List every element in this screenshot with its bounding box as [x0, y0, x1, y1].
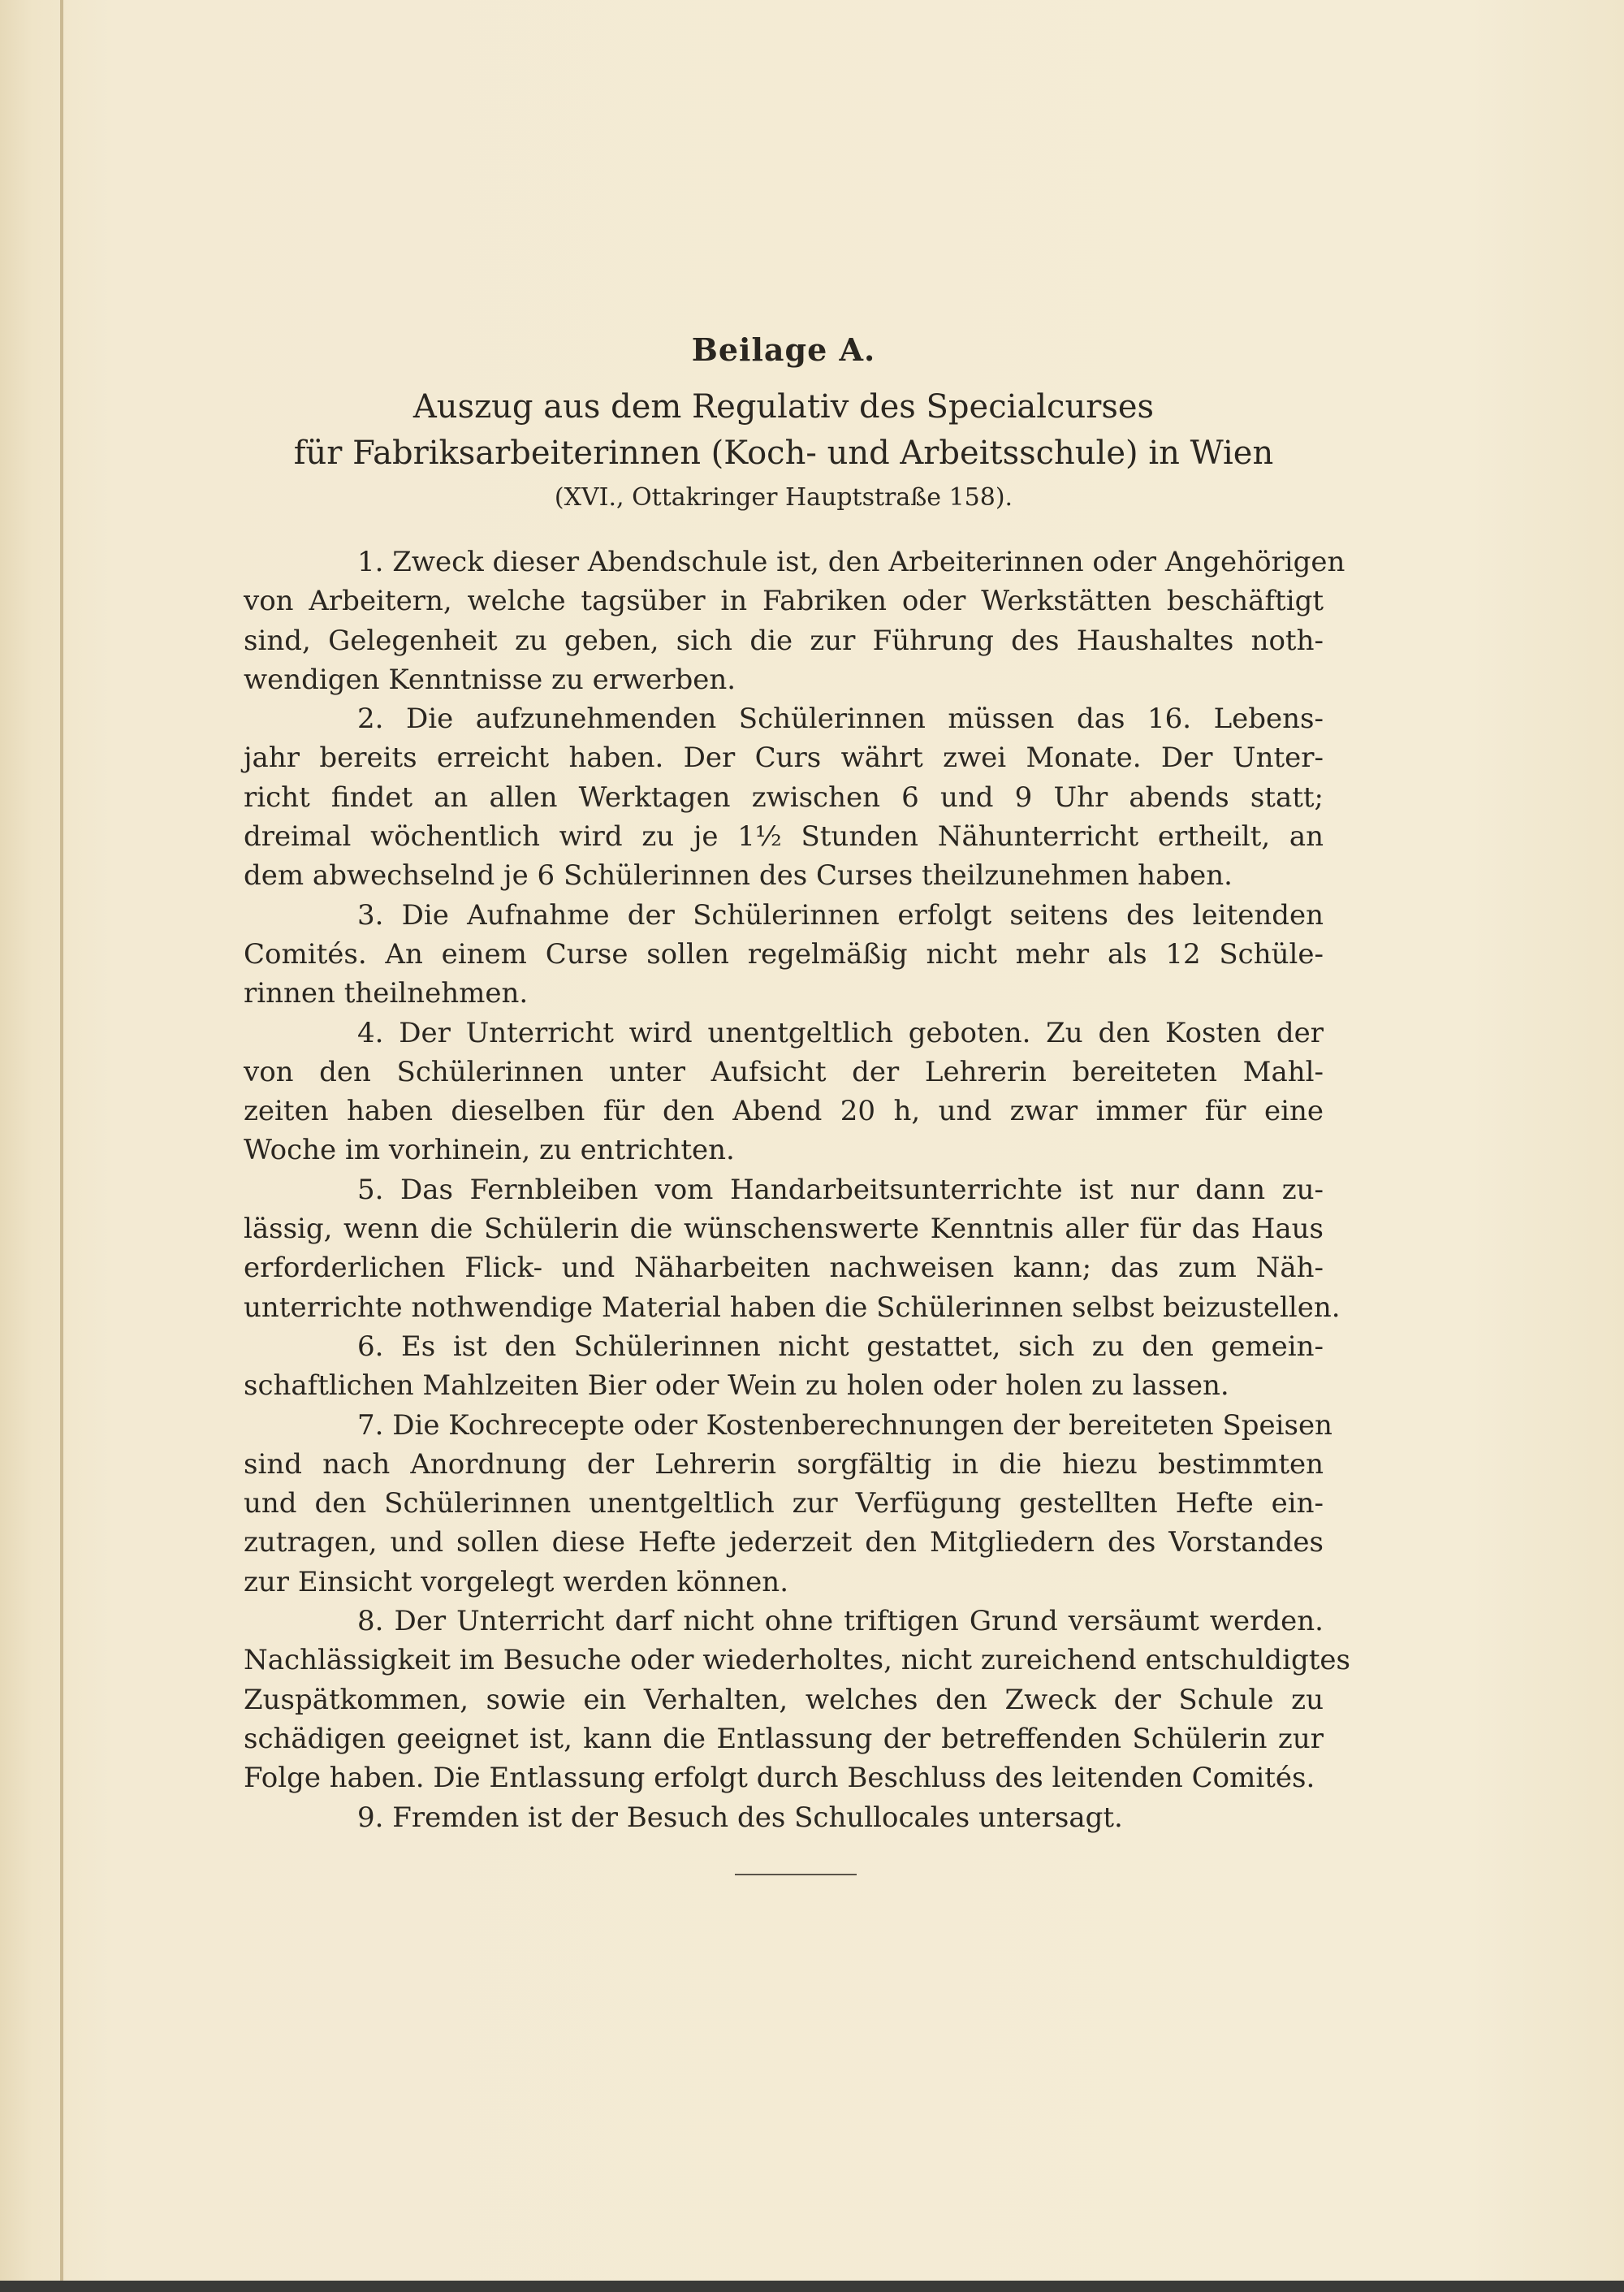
text-line: 3. Die Aufnahme der Schülerinnen erfolgt seitens des leitenden: [357, 898, 1324, 932]
text-line: und den Schülerinnen unentgeltlich zur Verfügung gestellten Hefte ein-: [244, 1487, 1324, 1520]
text-line: Comités. An einem Curse sollen regelmäßig nicht mehr als 12 Schüle-: [244, 937, 1324, 971]
text-line: schädigen geeignet ist, kann die Entlassung der betreffenden Schülerin zur: [244, 1722, 1324, 1755]
document-address: (XVI., Ottakringer Hauptstraße 158).: [554, 483, 1013, 512]
text-line: von den Schülerinnen unter Aufsicht der Lehrerin bereiteten Mahl-: [244, 1055, 1324, 1088]
text-line: von Arbeitern, welche tagsüber in Fabriken oder Werkstätten beschäftigt: [244, 585, 1324, 618]
text-line: Nachlässigkeit im Besuche oder wiederholtes, nicht zureichend entschuldigtes: [244, 1644, 1350, 1677]
text-line: 2. Die aufzunehmenden Schülerinnen müssen das 16. Lebens-: [357, 703, 1324, 736]
scan-bottom-edge: [0, 2281, 1624, 2292]
text-line: zeiten haben dieselben für den Abend 20 h, und zwar immer für eine: [244, 1095, 1324, 1128]
paragraph-8: [244, 1602, 1350, 1797]
text-line: jahr bereits erreicht haben. Der Curs währt zwei Monate. Der Unter-: [244, 742, 1324, 775]
text-line: 1. Zweck dieser Abendschule ist, den Arbeiterinnen oder Angehörigen: [357, 546, 1345, 578]
text-line: 8. Der Unterricht darf nicht ohne triftigen Grund versäumt werden.: [357, 1605, 1324, 1638]
text-line: 5. Das Fernbleiben vom Handarbeitsunterrichte ist nur dann zu-: [357, 1173, 1324, 1206]
text-line: schaftlichen Mahlzeiten Bier oder Wein zu holen oder holen zu lassen.: [244, 1369, 1229, 1403]
text-line: Folge haben. Die Entlassung erfolgt durch Beschluss des leitenden Comités.: [244, 1762, 1315, 1795]
text-line: rinnen theilnehmen.: [244, 977, 529, 1010]
document-subtitle: für Fabriksarbeiterinnen (Koch- und Arbeitsschule) in Wien: [293, 435, 1274, 472]
text-line: Woche im vorhinein, zu entrichten.: [244, 1134, 735, 1167]
paragraph-7: [244, 1406, 1332, 1602]
text-line: sind, Gelegenheit zu geben, sich die zur Führung des Haushaltes noth-: [244, 624, 1324, 657]
text-line: lässig, wenn die Schülerin die wünschenswerte Kenntnis aller für das Haus: [244, 1213, 1324, 1246]
text-line: dreimal wöchentlich wird zu je 1½ Stunden Nähunterricht ertheilt, an: [244, 820, 1324, 854]
text-line: 6. Es ist den Schülerinnen nicht gestattet, sich zu den gemein-: [357, 1330, 1324, 1363]
paragraph-4: [244, 1014, 1324, 1170]
text-line: zutragen, und sollen diese Hefte jederzeit den Mitgliedern des Vorstandes: [244, 1526, 1324, 1559]
text-line: 9. Fremden ist der Besuch des Schullocales untersagt.: [357, 1801, 1123, 1834]
appendix-label: Beilage A.: [691, 331, 876, 368]
paragraph-9: [244, 1798, 1324, 1837]
text-line: 7. Die Kochrecepte oder Kostenberechnungen der bereiteten Speisen: [357, 1408, 1332, 1442]
text-line: dem abwechselnd je 6 Schülerinnen des Curses theilzunehmen haben.: [244, 859, 1233, 893]
text-line: unterrichte nothwendige Material haben die Schülerinnen selbst beizustellen.: [244, 1291, 1341, 1324]
text-line: erforderlichen Flick- und Näharbeiten nachweisen kann; das zum Näh-: [244, 1252, 1324, 1285]
text-line: 4. Der Unterricht wird unentgeltlich geboten. Zu den Kosten der: [357, 1016, 1324, 1049]
text-line: Zuspätkommen, sowie ein Verhalten, welches den Zweck der Schule zu: [244, 1683, 1324, 1716]
paragraph-3: [244, 896, 1324, 1014]
text-line: sind nach Anordnung der Lehrerin sorgfältig in die hiezu bestimmten: [244, 1447, 1324, 1481]
paragraph-5: [244, 1170, 1341, 1327]
paragraph-2: [244, 699, 1324, 895]
paragraph-1: [244, 543, 1345, 699]
text-line: zur Einsicht vorgelegt werden können.: [244, 1565, 789, 1598]
document-title: Auszug aus dem Regulativ des Specialcurses: [412, 388, 1155, 426]
closing-rule: [735, 1874, 857, 1875]
text-line: richt findet an allen Werktagen zwischen 6 und 9 Uhr abends statt;: [244, 781, 1324, 814]
regulation-body: [244, 543, 1350, 1837]
paragraph-6: [244, 1327, 1324, 1406]
text-line: wendigen Kenntnisse zu erwerben.: [244, 663, 736, 696]
